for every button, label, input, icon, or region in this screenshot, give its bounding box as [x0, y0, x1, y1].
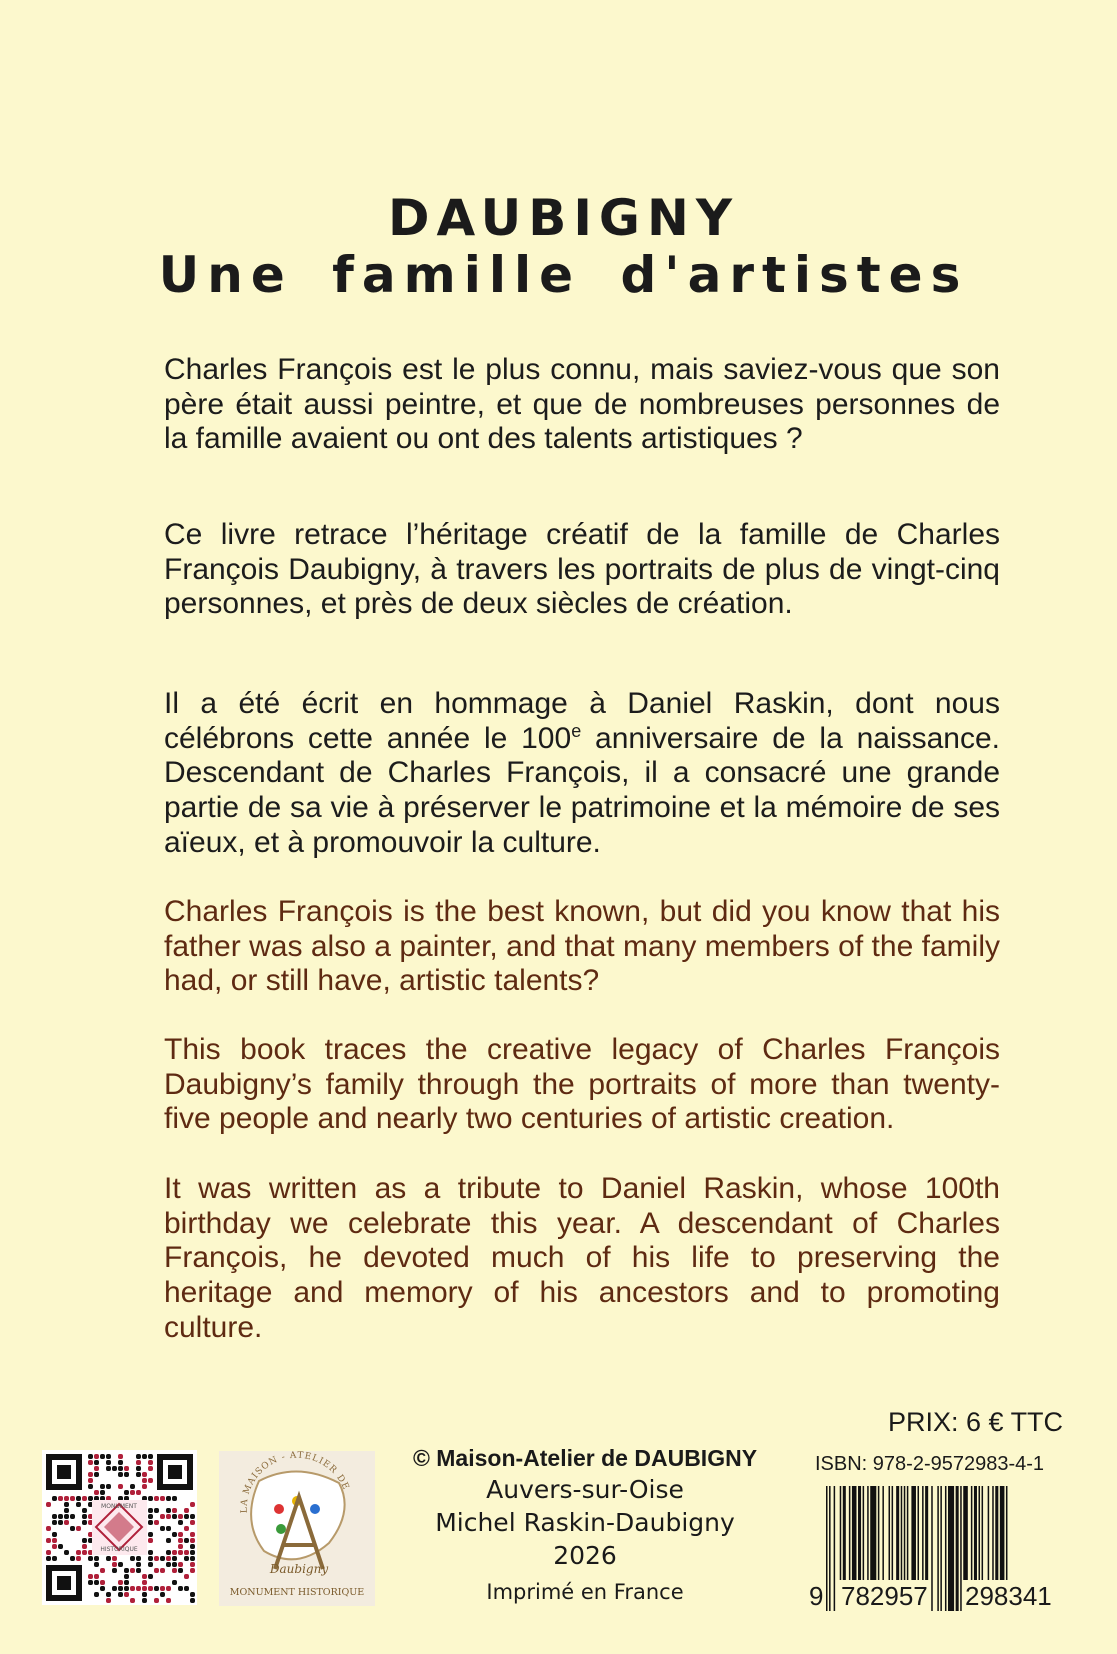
qr-module	[76, 1496, 81, 1501]
qr-module	[106, 1598, 111, 1603]
qr-module	[148, 1454, 153, 1459]
qr-module	[142, 1574, 147, 1579]
qr-module	[46, 1550, 51, 1555]
qr-module	[178, 1520, 183, 1525]
qr-module	[136, 1556, 141, 1561]
qr-module	[106, 1592, 111, 1597]
qr-module	[154, 1586, 159, 1591]
qr-module	[148, 1532, 153, 1537]
qr-module	[190, 1514, 195, 1519]
price-label: PRIX: 6 € TTC	[888, 1407, 1064, 1437]
qr-module	[82, 1544, 87, 1549]
qr-module	[142, 1478, 147, 1483]
qr-module	[70, 1526, 75, 1531]
qr-module	[112, 1568, 117, 1573]
qr-module	[154, 1520, 159, 1525]
qr-module	[178, 1586, 183, 1591]
qr-module	[88, 1454, 93, 1459]
qr-module	[172, 1580, 177, 1585]
qr-module	[166, 1562, 171, 1567]
qr-module	[88, 1574, 93, 1579]
qr-module	[160, 1592, 165, 1597]
qr-module	[142, 1598, 147, 1603]
qr-module	[184, 1586, 189, 1591]
qr-module	[160, 1568, 165, 1573]
book-title: DAUBIGNY	[387, 189, 740, 247]
qr-module	[100, 1586, 105, 1591]
book-subtitle: Une famille d'artistes	[158, 246, 969, 304]
publisher-city: Auvers-sur-Oise	[486, 1475, 684, 1504]
qr-module	[88, 1580, 93, 1585]
qr-module	[76, 1526, 81, 1531]
qr-module	[172, 1496, 177, 1501]
qr-module	[100, 1580, 105, 1585]
qr-module	[148, 1496, 153, 1501]
qr-module	[82, 1538, 87, 1543]
qr-module	[160, 1514, 165, 1519]
logo-arc-text: LA MAISON - ATELIER DE	[239, 1451, 351, 1514]
qr-module	[154, 1508, 159, 1513]
qr-module	[118, 1586, 123, 1591]
barcode-left-group: 782957	[838, 1580, 931, 1612]
qr-module	[190, 1538, 195, 1543]
qr-module	[166, 1496, 171, 1501]
qr-module	[112, 1562, 117, 1567]
logo-caption: MONUMENT HISTORIQUE	[229, 1587, 365, 1598]
qr-module	[154, 1556, 159, 1561]
qr-module	[190, 1544, 195, 1549]
qr-module	[124, 1574, 129, 1579]
qr-module	[64, 1514, 69, 1519]
qr-module	[106, 1556, 111, 1561]
qr-module	[184, 1514, 189, 1519]
qr-module	[52, 1538, 57, 1543]
paragraph-text: Ce livre retrace l’héritage créatif de la famille de Charles François Daubigny, à travers les portraits de plus de vingt-cinq personnes, et près de deux siècles de création.	[164, 518, 1000, 621]
qr-module	[118, 1592, 123, 1597]
qr-module	[64, 1550, 69, 1555]
qr-module	[130, 1586, 135, 1591]
qr-module	[166, 1586, 171, 1591]
qr-module	[88, 1484, 93, 1489]
qr-module	[124, 1466, 129, 1471]
qr-module	[136, 1454, 141, 1459]
qr-module	[148, 1574, 153, 1579]
qr-module	[154, 1568, 159, 1573]
qr-module	[124, 1580, 129, 1585]
qr-module	[82, 1550, 87, 1555]
qr-module	[76, 1502, 81, 1507]
qr-module	[124, 1592, 129, 1597]
qr-module	[136, 1490, 141, 1495]
english-paragraph-1	[164, 895, 1000, 999]
qr-module	[190, 1562, 195, 1567]
qr-module	[148, 1520, 153, 1525]
qr-module	[46, 1526, 51, 1531]
qr-module	[178, 1550, 183, 1555]
qr-label-top: MONUMENT	[101, 1503, 137, 1510]
qr-module	[94, 1472, 99, 1477]
qr-module	[88, 1556, 93, 1561]
superscript: e	[571, 720, 582, 741]
qr-module	[130, 1490, 135, 1495]
qr-module	[136, 1568, 141, 1573]
qr-module	[118, 1466, 123, 1471]
qr-module	[172, 1514, 177, 1519]
qr-module	[112, 1466, 117, 1471]
qr-module	[118, 1580, 123, 1585]
qr-module	[190, 1550, 195, 1555]
qr-module	[100, 1484, 105, 1489]
text-part: anniversaire de la naissance. Descendant de Charles François, il a consacré une grande partie de sa vie à préserver le patrimoine et la mémoire de ses aïeux, et à promouvoir la culture.	[164, 721, 1000, 859]
qr-module	[184, 1550, 189, 1555]
qr-module	[166, 1514, 171, 1519]
english-paragraph-2	[164, 1033, 1000, 1137]
qr-module	[88, 1460, 93, 1465]
qr-module	[178, 1544, 183, 1549]
qr-module	[58, 1520, 63, 1525]
qr-module	[52, 1514, 57, 1519]
qr-module	[160, 1496, 165, 1501]
qr-module	[82, 1520, 87, 1525]
french-paragraph-1	[164, 353, 1000, 457]
qr-code-graphic	[42, 1450, 197, 1605]
qr-module	[190, 1502, 195, 1507]
qr-module	[100, 1454, 105, 1459]
qr-module	[94, 1574, 99, 1579]
qr-module	[52, 1532, 57, 1537]
qr-module	[130, 1598, 135, 1603]
qr-module	[148, 1586, 153, 1591]
qr-module	[136, 1472, 141, 1477]
qr-module	[118, 1484, 123, 1489]
qr-module	[58, 1514, 63, 1519]
qr-module	[88, 1478, 93, 1483]
qr-module	[94, 1454, 99, 1459]
qr-module	[178, 1562, 183, 1567]
french-paragraph-2	[164, 518, 1000, 622]
qr-module	[190, 1592, 195, 1597]
qr-module	[118, 1460, 123, 1465]
qr-module	[142, 1592, 147, 1597]
qr-module	[166, 1556, 171, 1561]
qr-module	[160, 1526, 165, 1531]
english-paragraph-3	[164, 1172, 1000, 1346]
qr-module	[94, 1460, 99, 1465]
barcode-digits	[806, 1580, 1076, 1614]
qr-module	[148, 1556, 153, 1561]
qr-module	[94, 1562, 99, 1567]
qr-module	[142, 1580, 147, 1585]
qr-module	[166, 1508, 171, 1513]
qr-module	[142, 1454, 147, 1459]
qr-module	[94, 1592, 99, 1597]
qr-module	[106, 1466, 111, 1471]
qr-module	[184, 1574, 189, 1579]
paragraph-text: Charles François est le plus connu, mais saviez-vous que son père était aussi peintre, et que de nombreuses personnes de la famille avaient ou ont des talents artistiques ?	[164, 353, 1000, 456]
qr-module	[58, 1496, 63, 1501]
qr-module	[148, 1550, 153, 1555]
qr-module	[52, 1544, 57, 1549]
qr-module	[106, 1484, 111, 1489]
qr-module	[148, 1460, 153, 1465]
qr-module	[142, 1586, 147, 1591]
qr-module	[154, 1598, 159, 1603]
qr-module	[190, 1520, 195, 1525]
qr-module	[118, 1562, 123, 1567]
title-block	[0, 190, 1117, 304]
qr-module	[70, 1496, 75, 1501]
qr-module	[124, 1490, 129, 1495]
qr-module	[148, 1562, 153, 1567]
qr-module	[112, 1556, 117, 1561]
qr-module	[82, 1514, 87, 1519]
qr-module	[130, 1484, 135, 1489]
qr-module	[190, 1532, 195, 1537]
qr-module	[148, 1508, 153, 1513]
qr-module	[106, 1454, 111, 1459]
qr-module	[136, 1466, 141, 1471]
barcode-first-digit: 9	[806, 1580, 826, 1612]
logo-graphic	[219, 1451, 375, 1606]
qr-module	[136, 1562, 141, 1567]
qr-module	[76, 1550, 81, 1555]
qr-module	[64, 1508, 69, 1513]
author-name: Michel Raskin-Daubigny	[435, 1508, 735, 1537]
qr-module	[172, 1508, 177, 1513]
qr-module	[130, 1568, 135, 1573]
qr-module	[184, 1526, 189, 1531]
qr-code	[42, 1450, 197, 1605]
qr-module	[190, 1598, 195, 1603]
qr-module	[190, 1568, 195, 1573]
paragraph-text: Charles François is the best known, but did you know that his father was also a painter, and that many members of the family had, or still have, artistic talents?	[164, 895, 1000, 998]
text-part: Il a été écrit en hommage à Daniel Raskin, dont nous célébrons cette année le 100	[164, 687, 1000, 755]
qr-module	[184, 1538, 189, 1543]
french-paragraph-3	[164, 687, 1000, 861]
qr-module	[76, 1556, 81, 1561]
isbn-label: ISBN: 978-2-9572983-4-1	[815, 1453, 1045, 1475]
qr-module	[94, 1490, 99, 1495]
qr-module	[124, 1472, 129, 1477]
qr-module	[94, 1580, 99, 1585]
qr-module	[58, 1544, 63, 1549]
qr-module	[166, 1526, 171, 1531]
maison-atelier-logo	[219, 1451, 375, 1606]
printed-in-france: Imprimé en France	[486, 1580, 684, 1604]
qr-module	[94, 1466, 99, 1471]
qr-module	[52, 1556, 57, 1561]
qr-module	[172, 1562, 177, 1567]
qr-module	[100, 1568, 105, 1573]
qr-module	[178, 1514, 183, 1519]
qr-module	[130, 1556, 135, 1561]
qr-module	[148, 1478, 153, 1483]
qr-module	[166, 1538, 171, 1543]
qr-module	[118, 1472, 123, 1477]
qr-module	[52, 1496, 57, 1501]
qr-module	[82, 1496, 87, 1501]
qr-module	[124, 1568, 129, 1573]
paragraph-text	[164, 687, 1000, 861]
qr-module	[160, 1586, 165, 1591]
qr-module	[124, 1586, 129, 1591]
logo-signature: Daubigny	[269, 1562, 329, 1576]
qr-module	[148, 1538, 153, 1543]
qr-module	[94, 1556, 99, 1561]
qr-module	[46, 1556, 51, 1561]
qr-module	[172, 1532, 177, 1537]
qr-module	[178, 1538, 183, 1543]
qr-module	[148, 1466, 153, 1471]
barcode-right-group: 298341	[962, 1580, 1055, 1612]
qr-module	[172, 1556, 177, 1561]
qr-module	[52, 1520, 57, 1525]
qr-module	[46, 1502, 51, 1507]
qr-module	[106, 1460, 111, 1465]
publisher-info	[390, 1443, 780, 1572]
qr-module	[172, 1568, 177, 1573]
qr-module	[142, 1472, 147, 1477]
qr-module	[100, 1490, 105, 1495]
qr-module	[172, 1550, 177, 1555]
paragraph-text: It was written as a tribute to Daniel Raskin, whose 100th birthday we celebrate this year. A descendant of Charles François, he devoted much of his life to preserving the heritage and memory of his ancestors and to promoting culture.	[164, 1172, 1000, 1344]
qr-module	[64, 1496, 69, 1501]
qr-module	[142, 1484, 147, 1489]
qr-module	[70, 1514, 75, 1519]
qr-module	[64, 1520, 69, 1525]
qr-module	[46, 1538, 51, 1543]
qr-module	[160, 1556, 165, 1561]
qr-module	[136, 1460, 141, 1465]
qr-module	[148, 1514, 153, 1519]
qr-module	[64, 1502, 69, 1507]
qr-module	[178, 1532, 183, 1537]
publication-year: 2026	[553, 1541, 617, 1570]
qr-module	[166, 1598, 171, 1603]
qr-module	[82, 1508, 87, 1513]
qr-module	[118, 1454, 123, 1459]
qr-module	[166, 1550, 171, 1555]
qr-module	[112, 1586, 117, 1591]
qr-module	[154, 1496, 159, 1501]
qr-label-bottom: HISTORIQUE	[100, 1546, 138, 1553]
qr-module	[136, 1586, 141, 1591]
qr-module	[190, 1556, 195, 1561]
paragraph-text: This book traces the creative legacy of Charles François Daubigny’s family through the portraits of more than twenty-five people and nearly two centuries of artistic creation.	[164, 1033, 1000, 1136]
publisher-name: © Maison-Atelier de DAUBIGNY	[412, 1445, 758, 1471]
qr-module	[184, 1556, 189, 1561]
qr-module	[184, 1508, 189, 1513]
qr-module	[178, 1568, 183, 1573]
qr-module	[88, 1472, 93, 1477]
qr-module	[70, 1556, 75, 1561]
